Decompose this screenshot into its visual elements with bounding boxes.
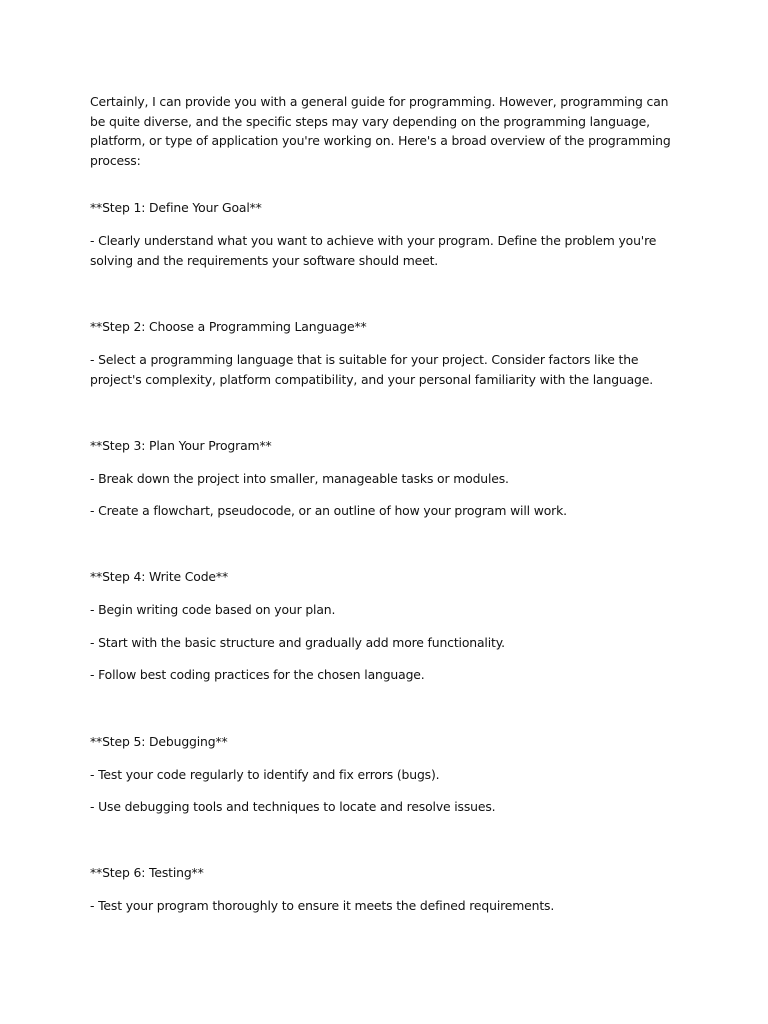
step-3-bullet-1: - Break down the project into smaller, manageable tasks or modules. (90, 471, 509, 486)
step-6-heading: **Step 6: Testing** (90, 865, 204, 880)
step-5-heading: **Step 5: Debugging** (90, 734, 228, 749)
step-4-bullet-2: - Start with the basic structure and gradually add more functionality. (90, 635, 505, 650)
step-3-heading: **Step 3: Plan Your Program** (90, 438, 272, 453)
step-1-heading: **Step 1: Define Your Goal** (90, 200, 262, 215)
step-5-bullet-1: - Test your code regularly to identify and fix errors (bugs). (90, 767, 440, 782)
step-4-bullet-3: - Follow best coding practices for the chosen language. (90, 667, 425, 682)
step-4-heading: **Step 4: Write Code** (90, 569, 229, 584)
step-2-heading: **Step 2: Choose a Programming Language** (90, 319, 367, 334)
step-5-bullet-2: - Use debugging tools and techniques to locate and resolve issues. (90, 799, 496, 814)
step-1-bullet-1: - Clearly understand what you want to achieve with your program. Define the problem you're solving and the requirements your software should meet. (90, 233, 657, 268)
step-4-bullet-1: - Begin writing code based on your plan. (90, 602, 336, 617)
intro-paragraph: Certainly, I can provide you with a general guide for programming. However, programming can be quite diverse, and the specific steps may vary depending on the programming language, platform, or type of application you're working on. Here's a broad overview of the programming process: (90, 94, 671, 168)
step-3-bullet-2: - Create a flowchart, pseudocode, or an outline of how your program will work. (90, 503, 567, 518)
step-6-bullet-1: - Test your program thoroughly to ensure it meets the defined requirements. (90, 898, 555, 913)
step-2-bullet-1: - Select a programming language that is suitable for your project. Consider factors like the project's complexity, platform compatibility, and your personal familiarity with the language. (90, 352, 654, 387)
